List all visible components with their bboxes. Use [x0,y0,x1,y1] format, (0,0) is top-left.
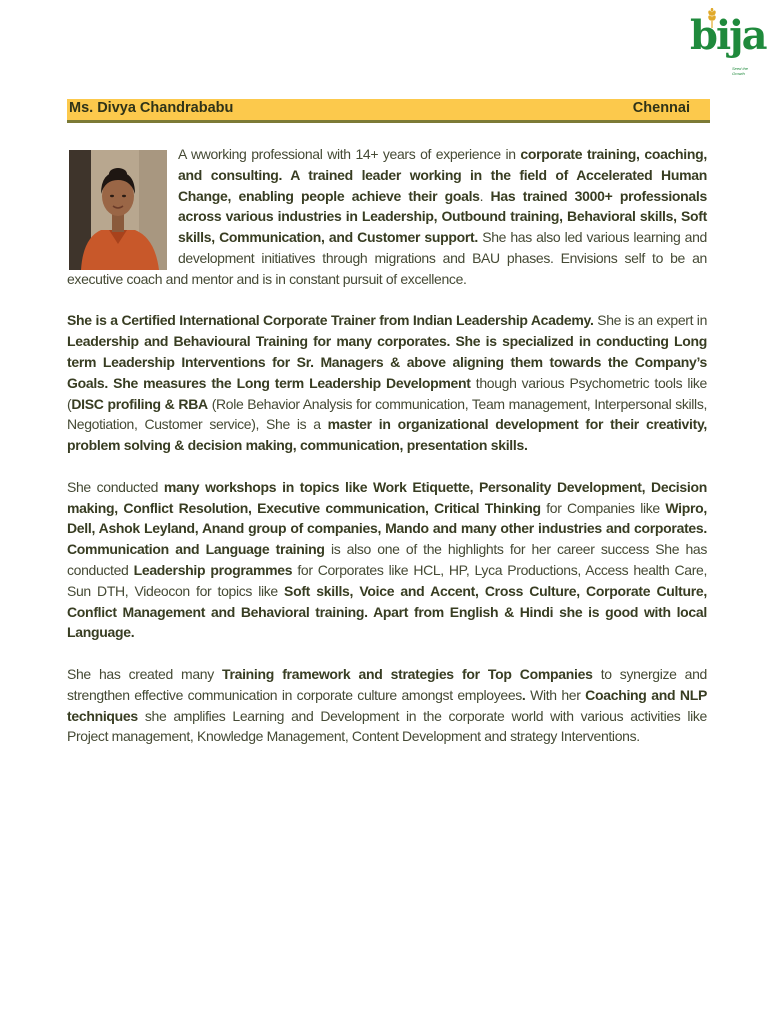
text-run: She has also led various learning and development initiatives through migrations and BAU phases. Envisions self to be an executive coach and mentor and is in constant pursuit of excellence. [67,229,707,287]
text-run: for Companies like [540,499,666,516]
person-name: Ms. Divya Chandrababu [69,100,234,116]
paragraph-text [67,479,707,641]
bold-text-run: Training framework and strategies for Top Companies [221,665,593,682]
text-run: She is an expert in [593,312,707,329]
bold-text-run: Has trained 3000+ professionals across various industries in Leadership, Outbound training, Behavioral skills, Soft skills, Communication, and Customer support. [178,187,707,246]
bija-logo [690,8,766,86]
bold-text-run: Coaching and NLP techniques [67,686,707,724]
text-run: With her [525,686,586,703]
text-run: (Role Behavior Analysis for communication, Team management, Interpersonal skills, Negotiation, Customer service), She is a [67,395,708,433]
bio-content [67,144,707,768]
bold-text-run: . [521,686,526,703]
bold-text-run: master in organizational development for their creativity, problem solving & decision making, communication, presentation skills. [67,416,707,454]
name-header-bar [67,99,710,123]
bold-text-run: Leadership and Behavioural Training for many corporates. She is specialized in conducting Long term Leadership Interventions for Sr. Managers & above aligning them towards the Company’s Goals. She measures the Long term Leadership Development [67,333,707,391]
text-run: she amplifies Learning and Development in the corporate world with various activities like Project management, Knowledge Management, Content Development and strategy Interventions. [67,707,707,745]
bold-text-run: Wipro, Dell, Ashok Leyland, Anand group of companies, Mando and many other industries and corporates. Communication and Language training [67,499,707,558]
person-location: Chennai [632,100,690,116]
text-run: is also one of the highlights for her career success She has conducted [67,541,708,578]
photo-spacer [67,144,178,268]
logo-wordmark: bija [690,12,766,59]
paragraph-text [67,312,707,453]
bio-paragraph-1 [67,144,707,290]
text-run: for Corporates like HCL, HP, Lyca Productions, Access health Care, Sun DTH, Videocon for topics like [67,561,707,599]
text-run: though various Psychometric tools like ( [67,374,707,412]
bold-text-run: Leadership programmes [133,561,293,578]
bold-text-run: DISC profiling & RBA [71,395,208,412]
text-run: She has created many [67,665,222,682]
paragraph-text [67,666,707,744]
text-run: A wworking professional with 14+ years of experience in [178,146,521,162]
bio-paragraph-3 [67,477,707,643]
bold-text-run: many workshops in topics like Work Etiquette, Personality Development, Decision making, Conflict Resolution, Executive communication, Critical Thinking [67,478,707,516]
bio-paragraph-2 [67,310,707,456]
bio-paragraph-4 [67,664,707,747]
text-run: . [479,187,491,204]
bold-text-run: She is a Certified International Corporate Trainer from Indian Leadership Academy. [67,312,594,329]
text-run: She conducted [67,478,164,495]
bold-text-run: corporate training, coaching, and consulting. A trained leader working in the field of Accelerated Human Change, enabling people achieve their goals [178,146,707,204]
bold-text-run: Soft skills, Voice and Accent, Cross Culture, Corporate Culture, Conflict Management and Behavioral training. Apart from English & Hindi she is good with local Language. [67,582,707,641]
logo-tagline: Seed the Growth [732,66,749,76]
text-run: to synergize and strengthen effective communication in corporate culture amongst employees [67,665,707,703]
